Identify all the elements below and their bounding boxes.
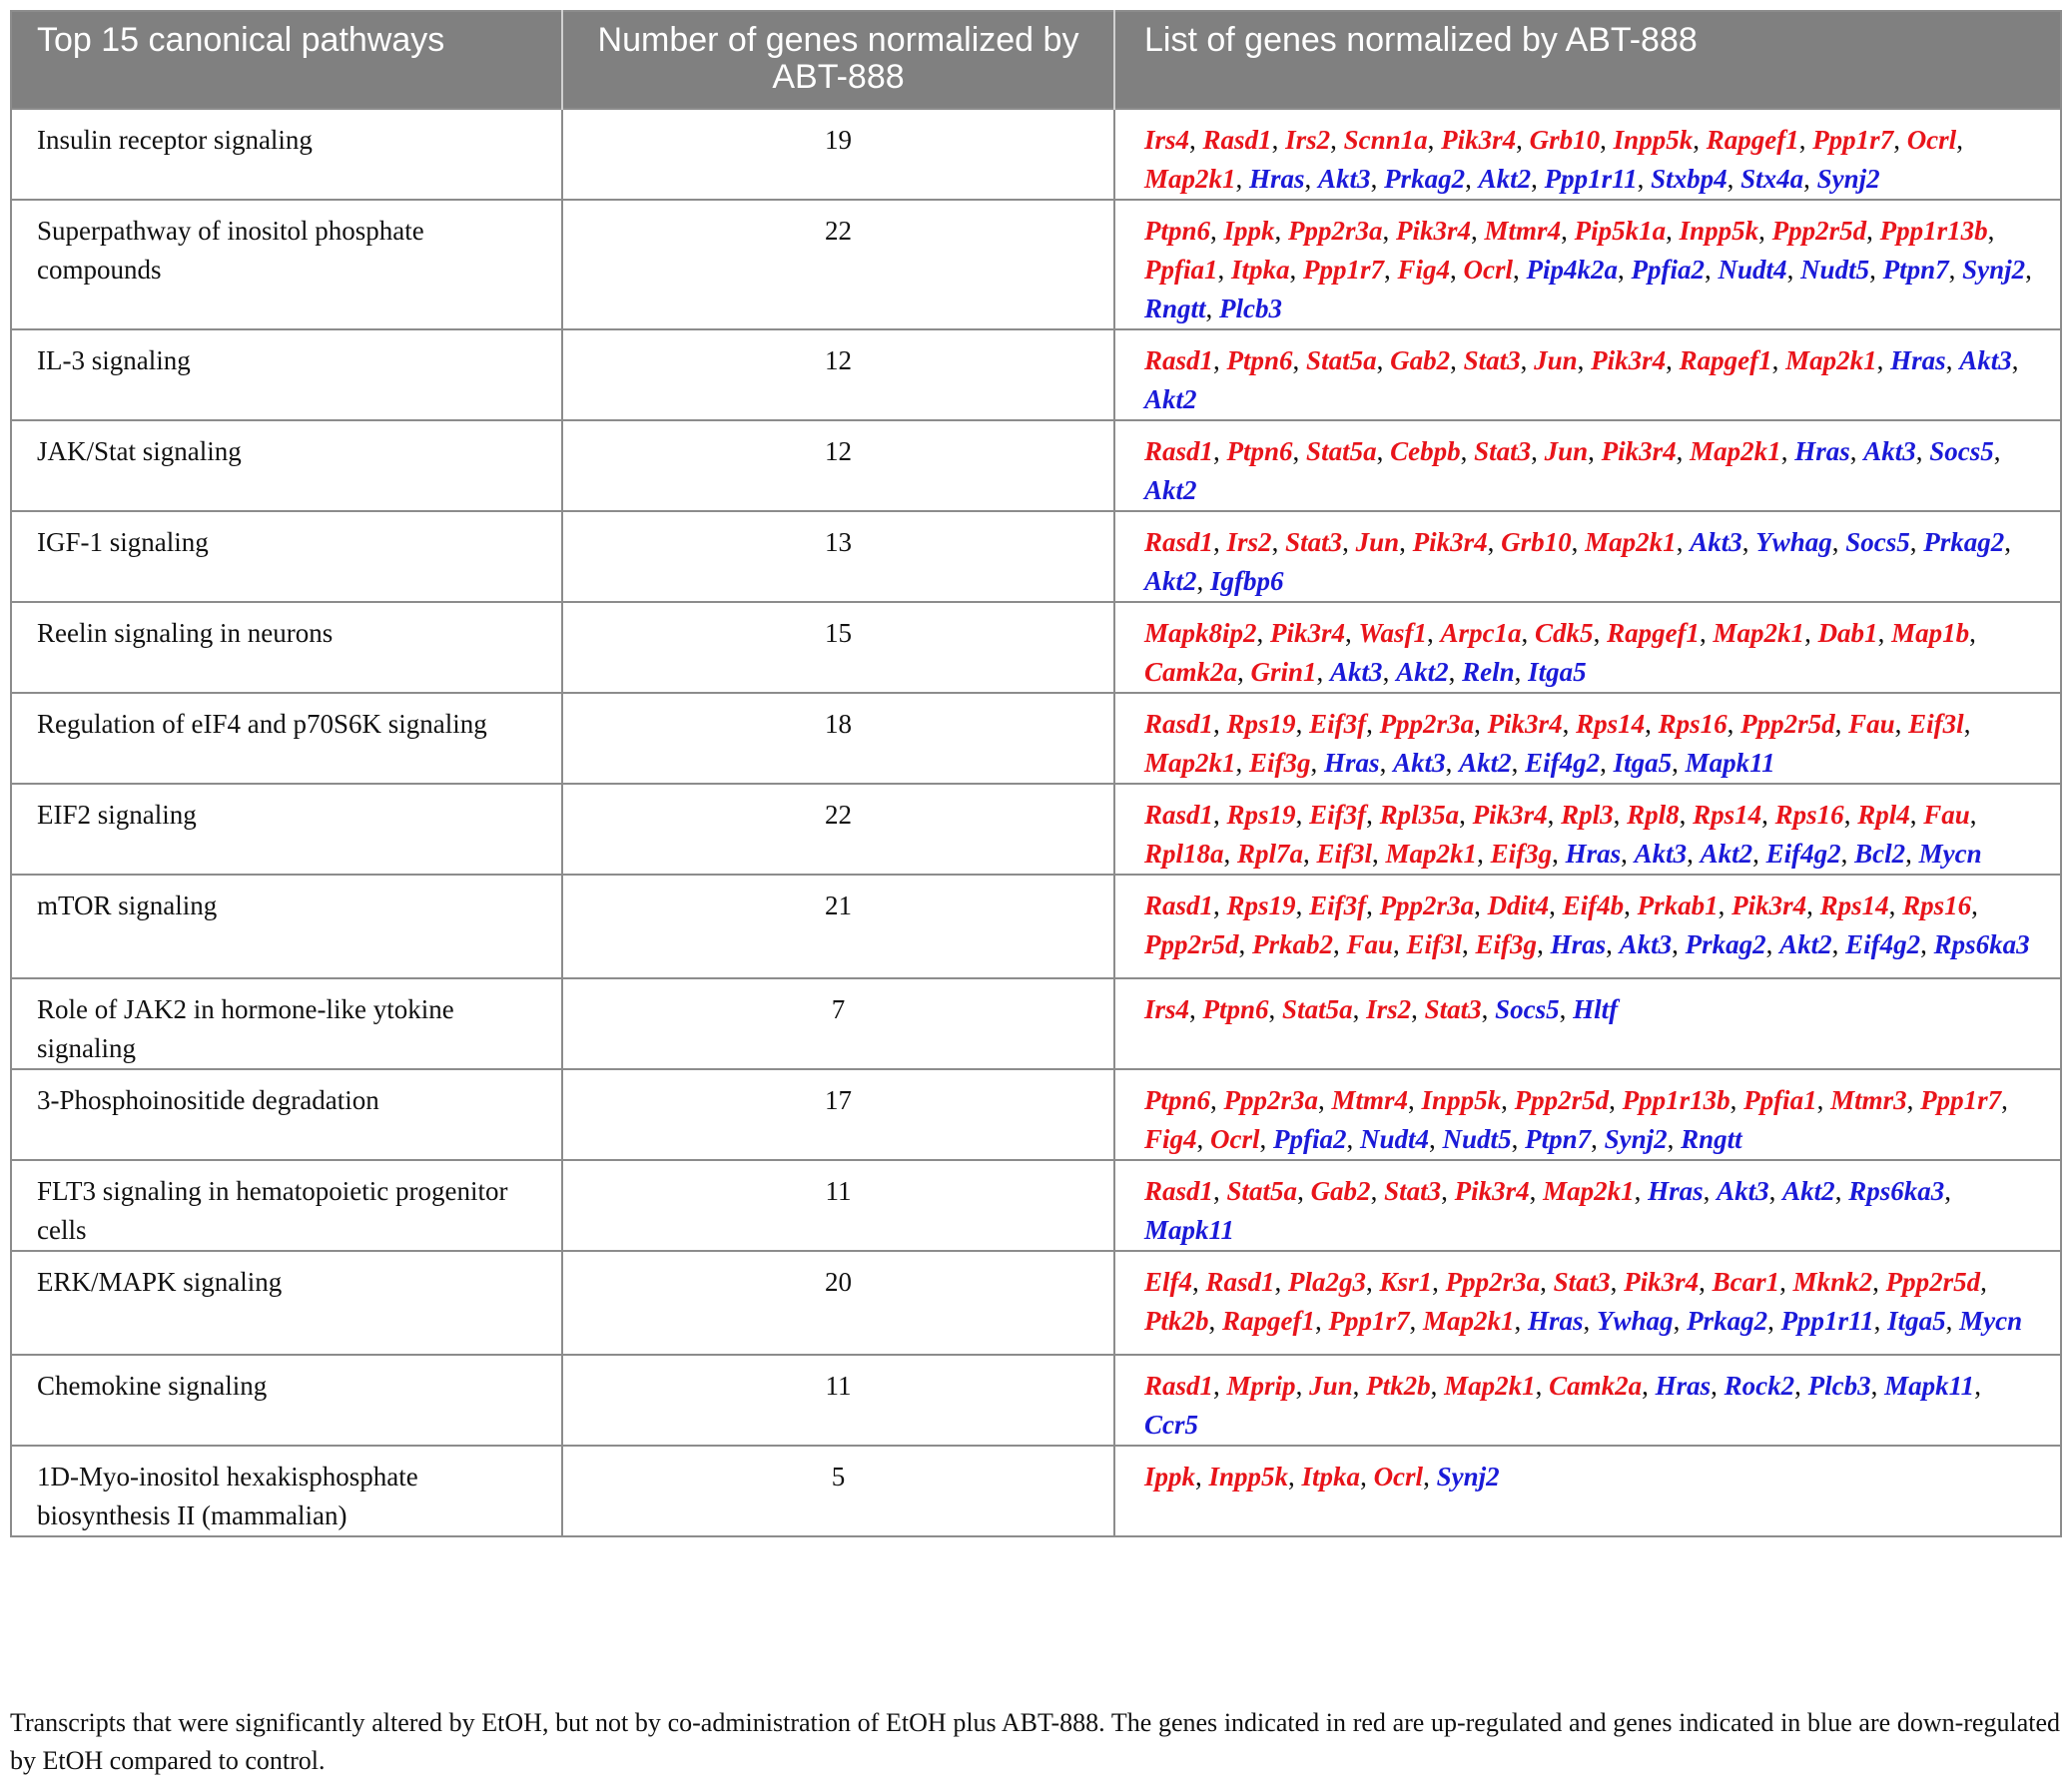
table-row [11,693,2061,784]
table-header [11,11,2061,109]
gene-down: Akt2 [1782,1176,1835,1206]
gene-up: Eif3l [1908,709,1964,739]
gene-up: Mtmr3 [1830,1085,1907,1115]
gene-up: Ppp1r7 [1303,255,1385,285]
gene-up: Pik3r4 [1270,618,1346,648]
gene-up: Eif3l [1316,839,1373,869]
gene-up: Eif3g [1249,748,1311,778]
table-row [11,1251,2061,1355]
gene-up: Rasd1 [1144,1176,1214,1206]
canonical-pathways-table [10,10,2062,1537]
gene-up: Fau [1923,800,1970,830]
pathway-name: Insulin receptor signaling [11,109,562,200]
gene-up: Gab2 [1310,1176,1371,1206]
gene-up: Stat3 [1384,1176,1442,1206]
gene-up: Rapgef1 [1607,618,1701,648]
gene-up: Map2k1 [1690,436,1781,466]
gene-up: Grb10 [1529,125,1601,155]
gene-up: Irs4 [1144,994,1190,1024]
table-footnote: Transcripts that were significantly altered by EtOH, but not by co-administration of EtOH plus ABT-888. The genes indicated in red are up-regulated and genes indicated in blue are down-regulated by EtOH compared to control. [10,1708,2060,1775]
gene-up: Bcar1 [1712,1267,1780,1297]
gene-down: Ywhag [1755,527,1832,557]
gene-up: Pip5k1a [1574,216,1667,246]
table-row [11,602,2061,693]
gene-up: Rps14 [1576,709,1646,739]
gene-up: Rpl35a [1379,800,1460,830]
gene-up: Irs2 [1366,994,1412,1024]
gene-up: Itpka [1301,1462,1361,1491]
gene-up: Camk2a [1144,657,1238,687]
gene-count: 18 [562,693,1114,784]
gene-count: 15 [562,602,1114,693]
gene-up: Rpl3 [1561,800,1614,830]
table-row [11,978,2061,1069]
gene-down: Hras [1249,164,1305,194]
gene-down: Akt3 [1717,1176,1769,1206]
gene-up: Ocrl [1373,1462,1424,1491]
gene-down: Eif4g2 [1765,839,1841,869]
pathway-name: mTOR signaling [11,875,562,978]
gene-up: Ppp1r7 [1328,1306,1410,1336]
gene-up: Itpka [1231,255,1290,285]
gene-down: Mapk11 [1144,1215,1235,1245]
gene-count: 17 [562,1069,1114,1160]
gene-up: Rps16 [1658,709,1727,739]
gene-list: Irs4, Rasd1, Irs2, Scnn1a, Pik3r4, Grb10, Inpp5k, Rapgef1, Ppp1r7, Ocrl, Map2k1, Hras, Akt3, Prkag2, Akt2, Ppp1r11, Stxbp4, Stx4a, Synj2 [1114,109,2061,200]
gene-count: 19 [562,109,1114,200]
gene-down: Rps6ka3 [1933,929,2030,959]
gene-up: Pla2g3 [1288,1267,1367,1297]
gene-down: Akt3 [1634,839,1688,869]
pathway-name: 3-Phosphoinositide degradation [11,1069,562,1160]
gene-list: Elf4, Rasd1, Pla2g3, Ksr1, Ppp2r3a, Stat3, Pik3r4, Bcar1, Mknk2, Ppp2r5d, Ptk2b, Rapgef1, Ppp1r7, Map2k1, Hras, Ywhag, Prkag2, Ppp1r11, Itga5, Mycn [1114,1251,2061,1355]
gene-up: Rpl8 [1627,800,1680,830]
gene-up: Ptpn6 [1202,994,1269,1024]
gene-down: Prkag2 [1685,929,1766,959]
gene-up: Rpl7a [1237,839,1304,869]
gene-up: Prkab2 [1252,929,1333,959]
gene-down: Nudt5 [1442,1124,1512,1154]
pathway-name: 1D-Myo-inositol hexakisphosphate biosynthesis II (mammalian) [11,1446,562,1536]
gene-up: Eif3g [1490,839,1553,869]
gene-down: Plcb3 [1219,294,1283,323]
table-row [11,784,2061,875]
gene-up: Ptpn6 [1144,1085,1211,1115]
gene-down: Hras [1324,748,1380,778]
gene-up: Rps19 [1226,891,1296,920]
gene-down: Akt3 [1959,345,2012,375]
gene-count: 11 [562,1355,1114,1446]
gene-up: Rapgef1 [1706,125,1799,155]
gene-down: Hras [1565,839,1622,869]
gene-down: Akt2 [1779,929,1832,959]
gene-down: Itga5 [1528,657,1587,687]
gene-up: Ptk2b [1366,1371,1431,1401]
gene-up: Inpp5k [1613,125,1694,155]
gene-down: Itga5 [1613,748,1673,778]
gene-down: Socs5 [1929,436,1994,466]
gene-up: Rasd1 [1144,891,1214,920]
gene-list: Ptpn6, Ippk, Ppp2r3a, Pik3r4, Mtmr4, Pip5k1a, Inpp5k, Ppp2r5d, Ppp1r13b, Ppfia1, Itpka, Ppp1r7, Fig4, Ocrl, Pip4k2a, Ppfia2, Nudt4, Nudt5, Ptpn7, Synj2, Rngtt, Plcb3 [1114,200,2061,329]
gene-down: Bcl2 [1854,839,1906,869]
gene-up: Rps19 [1226,800,1296,830]
gene-up: Irs2 [1285,125,1331,155]
pathway-name: Regulation of eIF4 and p70S6K signaling [11,693,562,784]
gene-up: Rasd1 [1144,527,1214,557]
gene-list: Ippk, Inpp5k, Itpka, Ocrl, Synj2 [1114,1446,2061,1536]
gene-up: Ptpn6 [1226,436,1293,466]
table-row [11,420,2061,511]
gene-up: Rpl4 [1857,800,1910,830]
gene-up: Ppp2r5d [1740,709,1835,739]
gene-up: Pik3r4 [1601,436,1677,466]
gene-up: Rasd1 [1144,800,1214,830]
gene-up: Ppp2r3a [1223,1085,1319,1115]
gene-up: Mapk8ip2 [1144,618,1257,648]
pathway-name: Reelin signaling in neurons [11,602,562,693]
gene-down: Nudt4 [1718,255,1787,285]
gene-up: Pik3r4 [1731,891,1807,920]
gene-up: Ppfia1 [1743,1085,1817,1115]
gene-down: Mapk11 [1884,1371,1975,1401]
gene-up: Inpp5k [1208,1462,1289,1491]
gene-down: Ppfia2 [1631,255,1706,285]
gene-up: Stat5a [1226,1176,1298,1206]
table-row [11,1160,2061,1251]
gene-up: Irs4 [1144,125,1190,155]
header-gene-count: Number of genes normalized by ABT-888 [562,11,1114,109]
gene-up: Ippk [1223,216,1275,246]
gene-up: Rps14 [1819,891,1889,920]
pathway-name: IL-3 signaling [11,329,562,420]
gene-down: Ywhag [1597,1306,1674,1336]
table-body [11,109,2061,1536]
gene-down: Hras [1655,1371,1712,1401]
gene-down: Rngtt [1144,294,1206,323]
gene-list: Ptpn6, Ppp2r3a, Mtmr4, Inpp5k, Ppp2r5d, Ppp1r13b, Ppfia1, Mtmr3, Ppp1r7, Fig4, Ocrl, Ppfia2, Nudt4, Nudt5, Ptpn7, Synj2, Rngtt [1114,1069,2061,1160]
gene-up: Stat3 [1463,345,1521,375]
gene-up: Mtmr4 [1484,216,1562,246]
gene-up: Map2k1 [1543,1176,1635,1206]
gene-up: Rasd1 [1144,709,1214,739]
gene-list: Rasd1, Rps19, Eif3f, Rpl35a, Pik3r4, Rpl3, Rpl8, Rps14, Rps16, Rpl4, Fau, Rpl18a, Rpl7a, Eif3l, Map2k1, Eif3g, Hras, Akt3, Akt2, Eif4g2, Bcl2, Mycn [1114,784,2061,875]
gene-up: Fau [1848,709,1895,739]
gene-list: Rasd1, Ptpn6, Stat5a, Cebpb, Stat3, Jun, Pik3r4, Map2k1, Hras, Akt3, Socs5, Akt2 [1114,420,2061,511]
gene-up: Ppp2r3a [1379,891,1475,920]
gene-down: Hras [1550,929,1607,959]
gene-count: 21 [562,875,1114,978]
gene-count: 13 [562,511,1114,602]
gene-up: Ppp2r3a [1288,216,1383,246]
gene-list: Rasd1, Ptpn6, Stat5a, Gab2, Stat3, Jun, Pik3r4, Rapgef1, Map2k1, Hras, Akt3, Akt2 [1114,329,2061,420]
gene-down: Ptpn7 [1525,1124,1592,1154]
gene-up: Jun [1309,1371,1353,1401]
gene-down: Eif4g2 [1525,748,1601,778]
gene-down: Ppfia2 [1273,1124,1347,1154]
gene-down: Mycn [1959,1306,2023,1336]
pathway-name: Role of JAK2 in hormone-like ytokine signaling [11,978,562,1069]
gene-up: Stat3 [1285,527,1343,557]
gene-down: Hras [1890,345,1946,375]
gene-up: Eif3f [1309,709,1367,739]
gene-up: Rps14 [1693,800,1762,830]
gene-up: Ppfia1 [1144,255,1218,285]
gene-up: Rasd1 [1144,345,1214,375]
gene-up: Rasd1 [1144,1371,1214,1401]
pathway-name: IGF-1 signaling [11,511,562,602]
gene-down: Prkag2 [1923,527,2005,557]
gene-up: Camk2a [1549,1371,1643,1401]
table-row [11,1355,2061,1446]
gene-up: Grin1 [1250,657,1317,687]
gene-up: Pik3r4 [1591,345,1667,375]
gene-down: Socs5 [1495,994,1560,1024]
gene-list: Rasd1, Irs2, Stat3, Jun, Pik3r4, Grb10, Map2k1, Akt3, Ywhag, Socs5, Prkag2, Akt2, Igfbp6 [1114,511,2061,602]
gene-up: Arpc1a [1440,618,1522,648]
gene-up: Mknk2 [1792,1267,1873,1297]
gene-up: Dab1 [1817,618,1878,648]
gene-up: Elf4 [1144,1267,1193,1297]
gene-down: Prkag2 [1687,1306,1768,1336]
gene-up: Map2k1 [1713,618,1805,648]
gene-up: Ppp2r5d [1514,1085,1610,1115]
gene-down: Akt2 [1144,566,1197,596]
pathway-name: Superpathway of inositol phosphate compounds [11,200,562,329]
gene-down: Reln [1462,657,1515,687]
gene-up: Ppp1r13b [1622,1085,1730,1115]
gene-down: Socs5 [1845,527,1910,557]
gene-down: Mycn [1918,839,1982,869]
gene-count: 20 [562,1251,1114,1355]
gene-up: Ppp1r7 [1920,1085,2002,1115]
gene-list: Irs4, Ptpn6, Stat5a, Irs2, Stat3, Socs5, Hltf [1114,978,2061,1069]
gene-up: Pik3r4 [1412,527,1488,557]
gene-count: 5 [562,1446,1114,1536]
gene-count: 11 [562,1160,1114,1251]
gene-down: Akt3 [1619,929,1673,959]
gene-down: Rock2 [1724,1371,1795,1401]
gene-list: Rasd1, Mprip, Jun, Ptk2b, Map2k1, Camk2a, Hras, Rock2, Plcb3, Mapk11, Ccr5 [1114,1355,2061,1446]
gene-up: Pik3r4 [1441,125,1517,155]
pathway-name: ERK/MAPK signaling [11,1251,562,1355]
gene-up: Map2k1 [1144,748,1236,778]
gene-list: Rasd1, Rps19, Eif3f, Ppp2r3a, Ddit4, Eif4b, Prkab1, Pik3r4, Rps14, Rps16, Ppp2r5d, Prkab2, Fau, Eif3l, Eif3g, Hras, Akt3, Prkag2, Akt2, Eif4g2, Rps6ka3 [1114,875,2061,978]
gene-up: Jun [1534,345,1578,375]
gene-down: Ppp1r11 [1544,164,1638,194]
gene-up: Ptpn6 [1144,216,1211,246]
gene-down: Hras [1794,436,1850,466]
pathway-name: JAK/Stat signaling [11,420,562,511]
gene-up: Map2k1 [1444,1371,1536,1401]
gene-up: Stat5a [1282,994,1353,1024]
pathway-name: EIF2 signaling [11,784,562,875]
gene-up: Map1b [1891,618,1970,648]
gene-up: Pik3r4 [1624,1267,1700,1297]
gene-down: Akt3 [1863,436,1916,466]
gene-up: Ppp2r5d [1144,929,1239,959]
gene-down: Ppp1r11 [1780,1306,1874,1336]
gene-down: Hras [1528,1306,1584,1336]
gene-up: Fig4 [1397,255,1451,285]
gene-down: Akt3 [1318,164,1371,194]
gene-up: Map2k1 [1385,839,1478,869]
gene-up: Ppp1r7 [1812,125,1894,155]
gene-up: Irs2 [1226,527,1272,557]
gene-down: Plcb3 [1807,1371,1871,1401]
gene-up: Ocrl [1463,255,1514,285]
gene-up: Ppp1r13b [1879,216,1988,246]
gene-up: Ppp2r5d [1771,216,1867,246]
gene-up: Stat3 [1474,436,1532,466]
gene-down: Akt2 [1144,384,1197,414]
gene-up: Cebpb [1390,436,1461,466]
table-row [11,200,2061,329]
gene-down: Hras [1648,1176,1704,1206]
gene-up: Rasd1 [1205,1267,1275,1297]
gene-down: Igfbp6 [1210,566,1284,596]
gene-up: Rps16 [1774,800,1844,830]
gene-down: Nudt4 [1360,1124,1430,1154]
gene-up: Rasd1 [1144,436,1214,466]
gene-up: Stat3 [1553,1267,1611,1297]
gene-up: Prkab1 [1637,891,1719,920]
gene-list: Mapk8ip2, Pik3r4, Wasf1, Arpc1a, Cdk5, Rapgef1, Map2k1, Dab1, Map1b, Camk2a, Grin1, Akt3, Akt2, Reln, Itga5 [1114,602,2061,693]
gene-down: Akt2 [1700,839,1753,869]
table-row [11,329,2061,420]
table-container [10,10,2060,1537]
gene-up: Grb10 [1501,527,1572,557]
gene-up: Inpp5k [1421,1085,1502,1115]
gene-down: Rngtt [1681,1124,1742,1154]
gene-up: Rapgef1 [1679,345,1772,375]
gene-down: Rps6ka3 [1848,1176,1945,1206]
gene-down: Mapk11 [1685,748,1775,778]
table-row [11,511,2061,602]
gene-up: Map2k1 [1144,164,1236,194]
gene-up: Cdk5 [1535,618,1594,648]
gene-up: Map2k1 [1585,527,1677,557]
table-row [11,1446,2061,1536]
gene-up: Rps16 [1902,891,1972,920]
gene-up: Ppp2r5d [1885,1267,1981,1297]
gene-up: Wasf1 [1358,618,1428,648]
gene-down: Pip4k2a [1526,255,1619,285]
gene-down: Synj2 [1816,164,1880,194]
gene-up: Ddit4 [1487,891,1550,920]
gene-up: Stat5a [1306,436,1377,466]
gene-down: Ccr5 [1144,1410,1198,1440]
gene-up: Ippk [1144,1462,1196,1491]
gene-up: Pik3r4 [1396,216,1472,246]
gene-up: Eif3f [1309,891,1367,920]
gene-up: Pik3r4 [1487,709,1563,739]
gene-down: Stx4a [1740,164,1804,194]
gene-up: Map2k1 [1785,345,1877,375]
table-row [11,1069,2061,1160]
gene-up: Ocrl [1210,1124,1260,1154]
gene-count: 22 [562,200,1114,329]
table-row [11,109,2061,200]
gene-up: Ppp2r3a [1379,709,1475,739]
gene-down: Akt2 [1478,164,1532,194]
gene-up: Ocrl [1906,125,1957,155]
table-row [11,875,2061,978]
gene-down: Akt2 [1396,657,1449,687]
gene-count: 7 [562,978,1114,1069]
gene-up: Inpp5k [1679,216,1759,246]
gene-down: Ptpn7 [1882,255,1949,285]
gene-up: Rps19 [1226,709,1296,739]
header-row [11,11,2061,109]
gene-up: Stat3 [1424,994,1482,1024]
gene-up: Eif3g [1475,929,1538,959]
gene-up: Ppp2r3a [1445,1267,1541,1297]
gene-count: 22 [562,784,1114,875]
gene-up: Stat5a [1306,345,1377,375]
gene-up: Ptpn6 [1226,345,1293,375]
gene-up: Pik3r4 [1454,1176,1530,1206]
gene-up: Rasd1 [1202,125,1272,155]
gene-down: Synj2 [1604,1124,1668,1154]
gene-down: Akt3 [1330,657,1383,687]
gene-down: Stxbp4 [1651,164,1727,194]
gene-up: Rapgef1 [1222,1306,1315,1336]
gene-up: Ksr1 [1379,1267,1433,1297]
gene-up: Eif3f [1309,800,1367,830]
gene-list: Rasd1, Rps19, Eif3f, Ppp2r3a, Pik3r4, Rps14, Rps16, Ppp2r5d, Fau, Eif3l, Map2k1, Eif3g, Hras, Akt3, Akt2, Eif4g2, Itga5, Mapk11 [1114,693,2061,784]
gene-up: Mprip [1226,1371,1296,1401]
gene-up: Ptk2b [1144,1306,1209,1336]
gene-down: Akt3 [1393,748,1446,778]
gene-up: Rpl18a [1144,839,1224,869]
gene-down: Nudt5 [1800,255,1870,285]
gene-count: 12 [562,329,1114,420]
gene-up: Pik3r4 [1472,800,1548,830]
header-gene-list: List of genes normalized by ABT-888 [1114,11,2061,109]
gene-down: Synj2 [1962,255,2026,285]
gene-up: Fig4 [1144,1124,1197,1154]
gene-down: Akt3 [1690,527,1742,557]
gene-up: Fau [1346,929,1394,959]
gene-down: Eif4g2 [1845,929,1921,959]
gene-up: Gab2 [1390,345,1451,375]
gene-up: Eif4b [1562,891,1625,920]
gene-down: Synj2 [1436,1462,1500,1491]
gene-down: Hltf [1573,994,1619,1024]
gene-list: Rasd1, Stat5a, Gab2, Stat3, Pik3r4, Map2k1, Hras, Akt3, Akt2, Rps6ka3, Mapk11 [1114,1160,2061,1251]
gene-down: Akt2 [1459,748,1512,778]
gene-down: Akt2 [1144,475,1197,505]
header-pathway: Top 15 canonical pathways [11,11,562,109]
gene-up: Mtmr4 [1331,1085,1409,1115]
gene-up: Map2k1 [1422,1306,1515,1336]
gene-up: Jun [1355,527,1400,557]
gene-count: 12 [562,420,1114,511]
gene-down: Itga5 [1887,1306,1946,1336]
gene-up: Jun [1544,436,1589,466]
pathway-name: Chemokine signaling [11,1355,562,1446]
gene-up: Eif3l [1406,929,1463,959]
pathway-name: FLT3 signaling in hematopoietic progenitor cells [11,1160,562,1251]
gene-down: Prkag2 [1384,164,1466,194]
gene-up: Scnn1a [1343,125,1428,155]
